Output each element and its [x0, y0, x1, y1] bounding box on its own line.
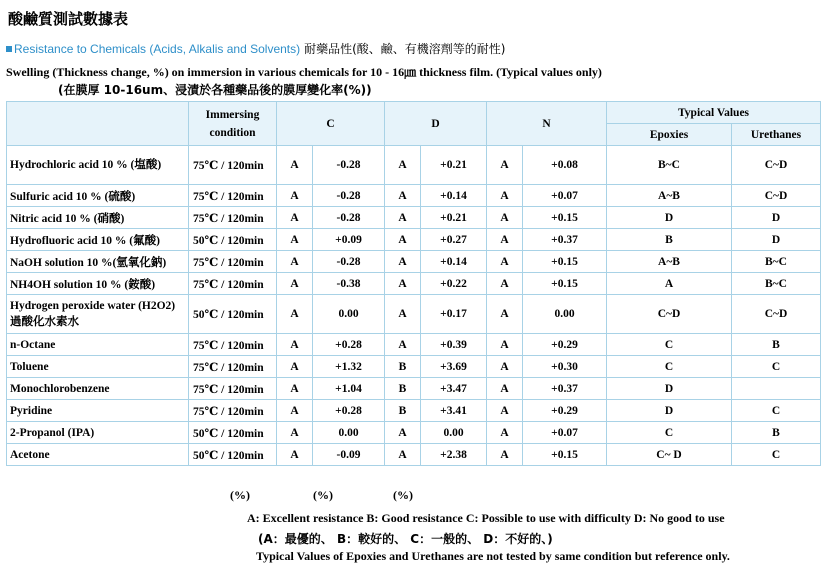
n-value: +0.37: [523, 378, 607, 400]
header-urethanes: Urethanes: [732, 124, 821, 146]
epoxies-rating: B: [607, 229, 732, 251]
immersing-condition: 75℃ / 120min: [189, 185, 277, 207]
n-value: +0.37: [523, 229, 607, 251]
d-value: +3.41: [421, 400, 487, 422]
header-d: D: [385, 102, 487, 146]
d-rating: A: [385, 422, 421, 444]
d-value: +3.69: [421, 356, 487, 378]
n-value: +0.30: [523, 356, 607, 378]
immersing-condition: 50℃ / 120min: [189, 422, 277, 444]
chemical-name: Hydrogen peroxide water (H2O2) 過酸化水素水: [7, 295, 189, 334]
chemical-name: Hydrofluoric acid 10 % (氟酸): [7, 229, 189, 251]
d-rating: A: [385, 273, 421, 295]
urethanes-rating: C: [732, 444, 821, 466]
header-chemical: [7, 102, 189, 146]
epoxies-rating: C: [607, 422, 732, 444]
d-rating: A: [385, 334, 421, 356]
c-value: -0.38: [313, 273, 385, 295]
epoxies-rating: C: [607, 356, 732, 378]
n-rating: A: [487, 207, 523, 229]
chemical-name: Sulfuric acid 10 % (硫酸): [7, 185, 189, 207]
n-rating: A: [487, 273, 523, 295]
urethanes-rating: C~D: [732, 185, 821, 207]
section-subtitle: [6, 40, 506, 57]
c-value: -0.28: [313, 185, 385, 207]
chemical-name: Hydrochloric acid 10 % (塩酸): [7, 146, 189, 185]
immersing-condition: 75℃ / 120min: [189, 400, 277, 422]
d-value: +0.27: [421, 229, 487, 251]
urethanes-rating: C~D: [732, 295, 821, 334]
swelling-description: Swelling (Thickness change, %) on immersion in various chemicals for 10 - 16㎛ thickness film. (Typical values only): [6, 65, 602, 79]
epoxies-rating: D: [607, 378, 732, 400]
epoxies-rating: A~B: [607, 185, 732, 207]
n-rating: A: [487, 229, 523, 251]
c-value: -0.28: [313, 207, 385, 229]
d-value: +0.39: [421, 334, 487, 356]
n-value: +0.15: [523, 251, 607, 273]
n-value: 0.00: [523, 295, 607, 334]
urethanes-rating: B~C: [732, 251, 821, 273]
immersing-condition: 75℃ / 120min: [189, 207, 277, 229]
table-row: [7, 400, 821, 422]
reference-note: Typical Values of Epoxies and Urethanes are not tested by same condition but reference only.: [256, 549, 730, 563]
c-value: +1.32: [313, 356, 385, 378]
n-rating: A: [487, 356, 523, 378]
epoxies-rating: C: [607, 334, 732, 356]
c-rating: A: [277, 356, 313, 378]
d-rating: A: [385, 251, 421, 273]
c-rating: A: [277, 146, 313, 185]
table-row: [7, 273, 821, 295]
c-value: +0.28: [313, 400, 385, 422]
c-rating: A: [277, 422, 313, 444]
c-value: -0.28: [313, 251, 385, 273]
chemical-name: Pyridine: [7, 400, 189, 422]
d-rating: A: [385, 295, 421, 334]
epoxies-rating: A: [607, 273, 732, 295]
urethanes-rating: D: [732, 229, 821, 251]
n-value: +0.08: [523, 146, 607, 185]
header-immersing-condition: Immersing condition: [189, 102, 277, 146]
table-row: [7, 356, 821, 378]
urethanes-rating: C: [732, 400, 821, 422]
d-rating: B: [385, 400, 421, 422]
n-rating: A: [487, 295, 523, 334]
c-value: 0.00: [313, 422, 385, 444]
n-rating: A: [487, 334, 523, 356]
d-value: +3.47: [421, 378, 487, 400]
table-row: [7, 207, 821, 229]
chemical-name: 2-Propanol (IPA): [7, 422, 189, 444]
c-value: -0.09: [313, 444, 385, 466]
legend-chinese: (A：最優的、 B：較好的、 C：一般的、 D：不好的、): [258, 532, 553, 546]
table-row: [7, 295, 821, 334]
c-rating: A: [277, 251, 313, 273]
chemical-name: n-Octane: [7, 334, 189, 356]
n-rating: A: [487, 444, 523, 466]
legend-english: A: Excellent resistance B: Good resistance C: Possible to use with difficulty D: No good to use: [247, 511, 725, 525]
table-row: [7, 378, 821, 400]
d-rating: A: [385, 207, 421, 229]
chemical-name: Nitric acid 10 % (硝酸): [7, 207, 189, 229]
d-rating: B: [385, 378, 421, 400]
chemical-name: Acetone: [7, 444, 189, 466]
chemical-name: NaOH solution 10 %(氫氧化鈉): [7, 251, 189, 273]
immersing-condition: 75℃ / 120min: [189, 146, 277, 185]
c-rating: A: [277, 185, 313, 207]
n-rating: A: [487, 400, 523, 422]
d-value: +0.14: [421, 251, 487, 273]
urethanes-rating: [732, 378, 821, 400]
chemical-name: Monochlorobenzene: [7, 378, 189, 400]
d-rating: A: [385, 229, 421, 251]
swelling-description-chinese: (在膜厚 10-16um、浸漬於各種藥品後的膜厚變化率(%)): [58, 83, 372, 97]
urethanes-rating: B: [732, 422, 821, 444]
header-epoxies: Epoxies: [607, 124, 732, 146]
urethanes-rating: D: [732, 207, 821, 229]
n-value: +0.07: [523, 422, 607, 444]
c-rating: A: [277, 207, 313, 229]
n-rating: A: [487, 146, 523, 185]
d-rating: A: [385, 185, 421, 207]
epoxies-rating: D: [607, 207, 732, 229]
immersing-condition: 75℃ / 120min: [189, 334, 277, 356]
urethanes-rating: B~C: [732, 273, 821, 295]
epoxies-rating: C~D: [607, 295, 732, 334]
d-value: +0.21: [421, 207, 487, 229]
table-row: [7, 444, 821, 466]
c-value: -0.28: [313, 146, 385, 185]
immersing-condition: 50℃ / 120min: [189, 229, 277, 251]
table-row: [7, 251, 821, 273]
immersing-condition: 75℃ / 120min: [189, 273, 277, 295]
percent-label-c: (%): [230, 488, 250, 502]
table-row: [7, 185, 821, 207]
n-value: +0.15: [523, 273, 607, 295]
n-rating: A: [487, 378, 523, 400]
epoxies-rating: A~B: [607, 251, 732, 273]
c-value: 0.00: [313, 295, 385, 334]
c-rating: A: [277, 273, 313, 295]
n-value: +0.15: [523, 444, 607, 466]
n-value: +0.29: [523, 400, 607, 422]
d-rating: A: [385, 146, 421, 185]
chemical-resistance-table: [6, 101, 821, 466]
c-rating: A: [277, 444, 313, 466]
c-value: +0.09: [313, 229, 385, 251]
d-rating: A: [385, 444, 421, 466]
table-body: [7, 146, 821, 466]
c-value: +1.04: [313, 378, 385, 400]
n-rating: A: [487, 422, 523, 444]
d-value: +0.14: [421, 185, 487, 207]
d-rating: B: [385, 356, 421, 378]
c-rating: A: [277, 229, 313, 251]
urethanes-rating: B: [732, 334, 821, 356]
percent-label-n: (%): [393, 488, 413, 502]
d-value: +0.21: [421, 146, 487, 185]
subtitle-chinese: 耐藥品性(酸、鹼、有機溶劑等的耐性): [304, 42, 506, 56]
page-title: 酸鹼質測試數據表: [8, 10, 129, 28]
c-rating: A: [277, 334, 313, 356]
n-rating: A: [487, 185, 523, 207]
subtitle-english: Resistance to Chemicals (Acids, Alkalis and Solvents): [14, 42, 301, 56]
n-value: +0.07: [523, 185, 607, 207]
epoxies-rating: C~ D: [607, 444, 732, 466]
d-value: +0.17: [421, 295, 487, 334]
square-bullet-icon: [6, 46, 12, 52]
n-value: +0.29: [523, 334, 607, 356]
epoxies-rating: B~C: [607, 146, 732, 185]
immersing-condition: 50℃ / 120min: [189, 295, 277, 334]
n-value: +0.15: [523, 207, 607, 229]
percent-label-d: (%): [313, 488, 333, 502]
immersing-condition: 75℃ / 120min: [189, 356, 277, 378]
immersing-condition: 50℃ / 120min: [189, 444, 277, 466]
header-c: C: [277, 102, 385, 146]
table-row: [7, 146, 821, 185]
table-row: [7, 334, 821, 356]
chemical-name: Toluene: [7, 356, 189, 378]
d-value: +0.22: [421, 273, 487, 295]
c-rating: A: [277, 400, 313, 422]
immersing-condition: 75℃ / 120min: [189, 378, 277, 400]
table-row: [7, 229, 821, 251]
n-rating: A: [487, 251, 523, 273]
c-rating: A: [277, 378, 313, 400]
header-n: N: [487, 102, 607, 146]
epoxies-rating: D: [607, 400, 732, 422]
table-row: [7, 422, 821, 444]
immersing-condition: 75℃ / 120min: [189, 251, 277, 273]
d-value: +2.38: [421, 444, 487, 466]
c-rating: A: [277, 295, 313, 334]
chemical-name: NH4OH solution 10 % (銨酸): [7, 273, 189, 295]
header-typical-values: Typical Values: [607, 102, 821, 124]
urethanes-rating: C: [732, 356, 821, 378]
d-value: 0.00: [421, 422, 487, 444]
c-value: +0.28: [313, 334, 385, 356]
urethanes-rating: C~D: [732, 146, 821, 185]
